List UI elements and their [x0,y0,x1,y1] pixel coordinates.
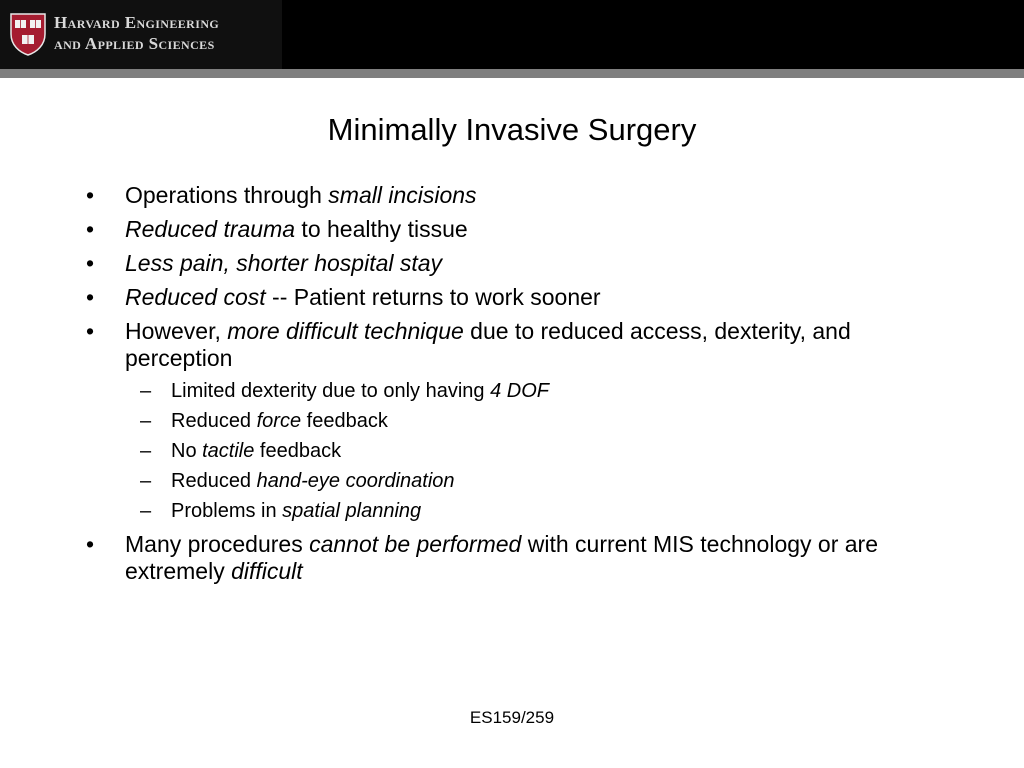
bullet-text: Reduced [171,470,257,492]
bullet-mark: • [86,216,95,242]
bullet-text: feedback [301,410,388,432]
emphasis-text: 4 DOF [490,380,549,402]
bullet-item [84,216,954,243]
bullet-mark: • [86,284,95,310]
logo-line-2: and Applied Sciences [54,34,215,53]
emphasis-text: more difficult technique [227,318,464,344]
bullet-item [84,318,954,372]
dash-mark: – [140,470,152,492]
emphasis-text: Reduced trauma [125,216,296,242]
bullet-text: to healthy tissue [295,216,468,242]
bullet-text: feedback [254,440,342,462]
bullet-text: Many procedures [125,531,310,557]
dash-mark: – [140,500,152,522]
bullet-item [84,531,954,585]
slide-title: Minimally Invasive Surgery [327,112,697,147]
emphasis-text: Reduced cost [125,284,266,310]
bullet-text: However, [125,318,228,344]
dash-mark: – [140,440,152,462]
emphasis-text: small incisions [328,182,477,208]
bullet-text: Limited dexterity due to only having [171,380,491,402]
last-bullets [84,531,954,585]
emphasis-text: hand-eye coordination [256,470,455,492]
emphasis-text: force [256,410,302,432]
logo-line-1: Harvard Engineering [54,13,220,32]
bullet-item [84,182,954,209]
sub-bullets [84,379,954,523]
dash-mark: – [140,380,152,402]
sub-bullet-item [84,439,954,463]
bullet-mark: • [86,318,95,344]
emphasis-text: cannot be performed [309,531,522,557]
header-divider [0,69,1024,78]
bullet-item [84,250,954,277]
dash-mark: – [140,410,152,432]
main-bullets [84,182,954,372]
emphasis-text: tactile [202,440,255,462]
bullet-mark: • [86,182,95,208]
bullet-text: Reduced [171,410,257,432]
footer-course-code: ES159/259 [469,708,555,727]
bullet-text: No [171,440,203,462]
emphasis-text: difficult [231,558,303,584]
sub-bullet-item [84,379,954,403]
logo [0,0,282,69]
bullet-text: Problems in [171,500,283,522]
sub-bullet-item [84,469,954,493]
bullet-list [84,182,954,592]
sub-bullet-item [84,499,954,523]
bullet-mark: • [86,531,95,557]
bullet-text: -- Patient returns to work sooner [265,284,601,310]
bullet-text: with current MIS technology or are extremely [125,531,879,584]
bullet-text: Operations through [125,182,329,208]
emphasis-text: Less pain, shorter hospital stay [125,250,443,276]
bullet-mark: • [86,250,95,276]
harvard-veritas-shield-icon [9,12,47,56]
sub-bullet-item [84,409,954,433]
bullet-item [84,284,954,311]
emphasis-text: spatial planning [282,500,422,522]
logo-wordmark [54,12,219,54]
bullet-text: due to reduced access, dexterity, and perception [125,318,851,371]
